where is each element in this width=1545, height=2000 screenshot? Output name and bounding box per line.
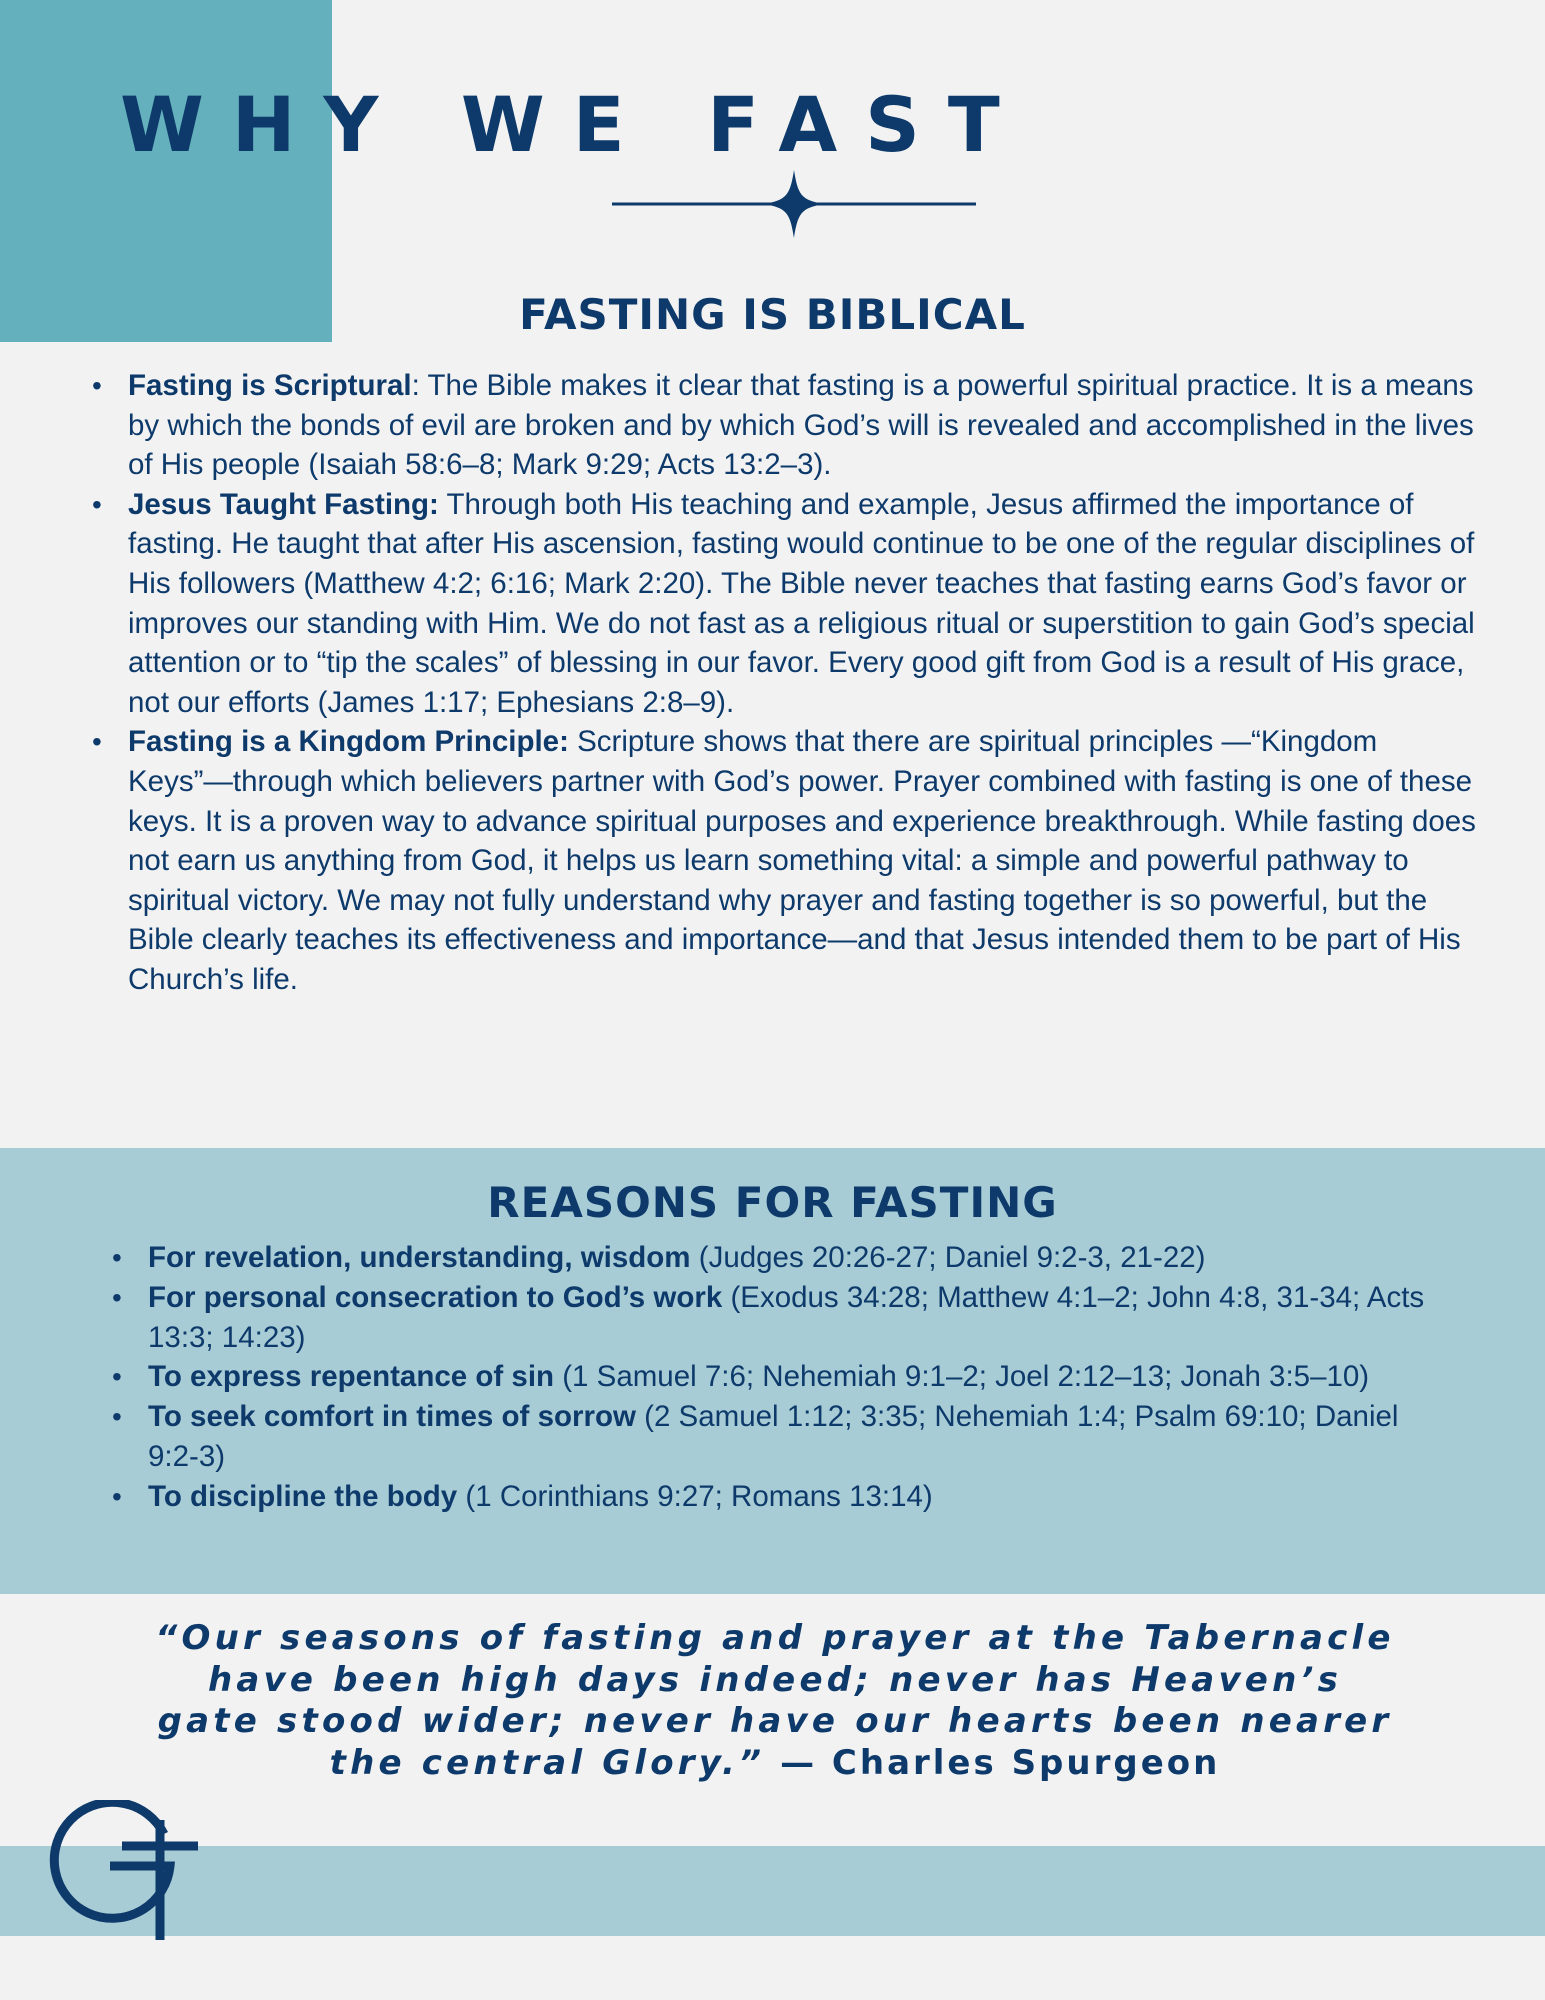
reason-refs: (1 Samuel 7:6; Nehemiah 9:1–2; Joel 2:12–13; Jonah 3:5–10) [554,1360,1370,1394]
item-text: : The Bible makes it clear that fasting is a powerful spiritual practice. It is a means by which the bonds of evil are broken and by which God’s will is revealed and accomplished in the lives of His people (Isaiah 58:6–8; Mark 9:29; Acts 13:2–3). [128,369,1474,482]
reason-refs: (Judges 20:26-27; Daniel 9:2-3, 21-22) [690,1241,1206,1274]
spurgeon-quote [150,1618,1400,1784]
footer-band [0,1846,1545,1936]
quote-attribution: — Charles Spurgeon [765,1742,1221,1783]
item-label: Jesus Taught Fasting: [128,487,439,521]
reasons-heading: REASONS FOR FASTING [487,1178,1058,1227]
biblical-heading: FASTING IS BIBLICAL [519,290,1026,339]
reason-label: For revelation, understanding, wisdom [148,1241,691,1274]
reasons-list [112,1238,1442,1517]
reason-refs: (1 Corinthians 9:27; Romans 13:14) [457,1479,933,1513]
four-point-star-icon [612,168,976,238]
item-text: Scripture shows that there are spiritual principles —“Kingdom Keys”—through which believers partner with God’s power. Prayer combined with fasting is one of these keys. It is a proven way to advance spiritual purposes and experience breakthrough. While fasting does not earn us anything from God, it helps us learn something vital: a simple and powerful pathway to spiritual victory. We may not fully understand why prayer and fasting together is so powerful, but the Bible clearly teaches its effectiveness and importance—and that Jesus intended them to be part of His Church’s life. [128,725,1476,996]
quote-text: “Our seasons of fasting and prayer at the Tabernacle have been high days indeed; never has Heaven’s gate stood wider; never have our hearts been nearer the central Glory.” [155,1618,1395,1783]
reason-refs: (Exodus 34:28; Matthew 4:1–2; John 4:8, 31-34; Acts 13:3; 14:23) [148,1280,1425,1354]
list-item [112,1477,1442,1517]
biblical-list [92,366,1482,1000]
list-item [92,485,1482,723]
gt-monogram-logo [44,1800,204,1940]
list-item [112,1397,1442,1477]
reason-label: For personal consecration to God’s work [148,1280,723,1314]
list-item [112,1278,1442,1358]
item-text: Through both His teaching and example, Jesus affirmed the importance of fasting. He taught that after His ascension, fasting would continue to be one of the regular disciplines of His followers (Matthew 4:2; 6:16; Mark 2:20). The Bible never teaches that fasting earns God’s favor or improves our standing with Him. We do not fast as a religious ritual or superstition to gain God’s special attention or to “tip the scales” of blessing in our favor. Every good gift from God is a result of His grace, not our efforts (James 1:17; Ephesians 2:8–9). [128,487,1475,719]
reason-refs: (2 Samuel 1:12; 3:35; Nehemiah 1:4; Psalm 69:10; Daniel 9:2-3) [148,1400,1399,1473]
list-item [112,1357,1442,1397]
reason-label: To express repentance of sin [148,1360,555,1394]
reason-label: To seek comfort in times of sorrow [148,1400,636,1434]
list-item [92,366,1482,485]
reason-label: To discipline the body [148,1479,458,1513]
list-item [112,1238,1442,1278]
item-label: Fasting is Scriptural [128,369,412,402]
item-label: Fasting is a Kingdom Principle: [128,725,569,759]
page-title: WHY WE FAST [120,80,1028,169]
list-item [92,722,1482,999]
